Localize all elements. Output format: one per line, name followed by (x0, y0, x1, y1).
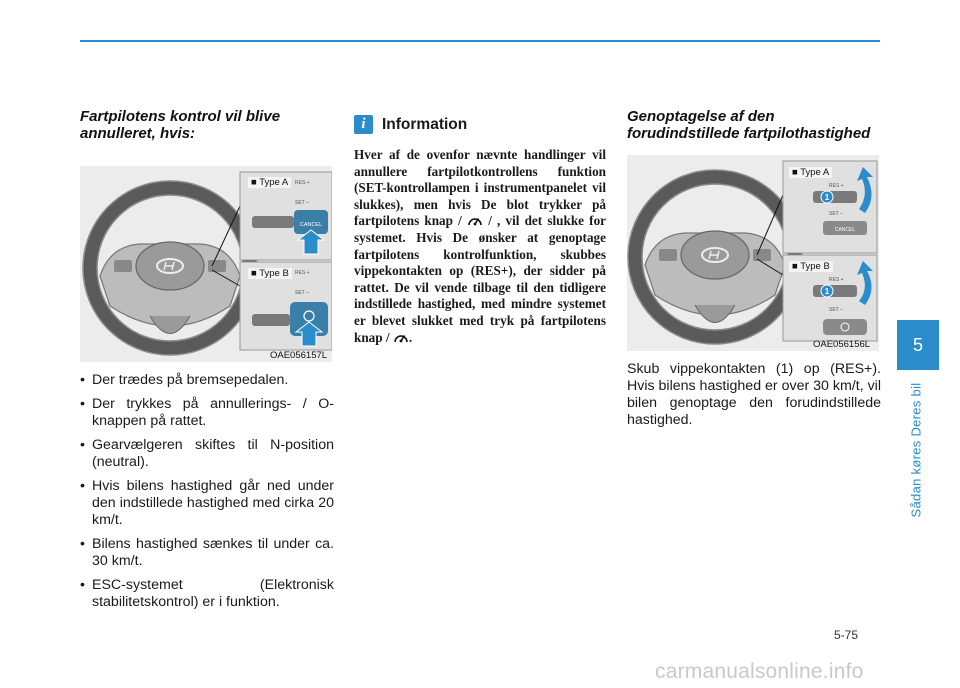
type-b-label: ■ Type B (789, 261, 833, 272)
section-heading-resume: Genoptagelse af den forudindstillede fartpilothastighed (627, 108, 871, 142)
marker-1-a: 1 (824, 193, 830, 202)
set-label-a: SET – (295, 200, 309, 206)
list-item: • Der trykkes på annullerings- / O-knappen på rattet. (80, 396, 334, 430)
cancel-label-a: CANCEL (299, 222, 323, 228)
type-a-label: ■ Type A (248, 177, 291, 188)
list-item: • ESC-systemet (Elektronisk stabilitetskontrol) er i funktion. (80, 577, 334, 611)
information-text-part1: Hver af de ovenfor nævnte handlinger vil annullere fartpilotkontrollens funktion (SET-kontrollampen i instrumentpanelet vil slukkes), men hvis De blot trykker på fartpilotens knap / (354, 147, 606, 229)
information-header (354, 115, 606, 134)
set-label-resume-a: SET – (829, 211, 843, 217)
information-text-part2: / , vil det slukke for systemet. Hvis De ønsker at genoptage fartpilotens kontrolfunktion, skubbes vippekontakten op (RES+), der sidder på rattet. De vil vende tilbage til den tidligere indstillede hastighed, med mindre systemet er blevet slukket med tryk på fartpilotens knap / (354, 213, 607, 345)
set-label-b: SET – (295, 290, 309, 296)
list-item: • Hvis bilens hastighed går ned under den indstillede hastighed med cirka 20 km/t. (80, 478, 334, 529)
watermark: carmanualsonline.info (655, 660, 864, 683)
list-item: • Der trædes på bremsepedalen. (80, 372, 334, 389)
marker-1-b: 1 (824, 287, 830, 296)
chapter-number-tab: 5 (897, 320, 939, 370)
steering-wheel-illustration (627, 155, 879, 351)
right-column (627, 108, 881, 429)
chapter-title-text: Sådan køres Deres bil (908, 382, 924, 518)
res-label-resume-b: RES + (829, 277, 844, 283)
type-b-label: ■ Type B (248, 268, 292, 279)
cancel-conditions-list (80, 372, 334, 611)
cancel-label-resume: CANCEL (834, 227, 856, 233)
resume-paragraph: Skub vippekontakten (1) op (RES+). Hvis bilens hastighed er over 30 km/t, vil bilen genoptage den forudindstillede hastighed. (627, 361, 881, 428)
steering-wheel-illustration (80, 166, 332, 362)
list-item: • Bilens hastighed sænkes til under ca. 30 km/t. (80, 536, 334, 570)
list-item: • Gearvælgeren skiftes til N-position (neutral). (80, 437, 334, 471)
steering-wheel-figure-cancel (80, 166, 332, 362)
section-heading-cancel: Fartpilotens kontrol vil blive annulleret, hvis: (80, 108, 281, 142)
type-a-label: ■ Type A (789, 167, 832, 178)
chapter-title (904, 382, 928, 518)
information-text-part3: . (408, 329, 413, 345)
cruise-control-icon (393, 330, 409, 345)
res-label-resume-a: RES + (829, 183, 844, 189)
page-number: 5-75 (834, 628, 859, 642)
top-rule (80, 40, 880, 42)
middle-column (354, 108, 606, 346)
information-title: Information (382, 115, 468, 133)
res-label-a: RES + (295, 180, 310, 186)
info-icon: i (354, 115, 373, 134)
res-label-b: RES + (295, 270, 310, 276)
cruise-control-icon (467, 213, 483, 228)
figure-code: OAE056156L (813, 339, 871, 350)
information-body (354, 147, 606, 346)
left-column (80, 108, 334, 618)
set-label-resume-b: SET – (829, 307, 843, 313)
steering-wheel-figure-resume (627, 155, 879, 351)
figure-code: OAE056157L (270, 350, 328, 361)
